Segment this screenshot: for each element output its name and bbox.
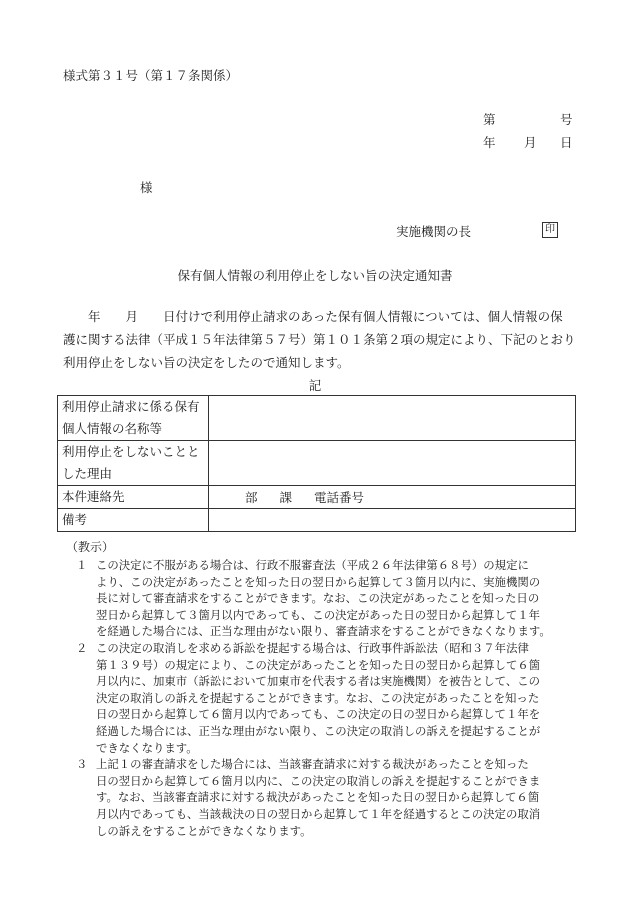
ki-heading: 記 xyxy=(308,378,322,393)
item-line: 月以内に、加東市（訴訟において加東市を代表する者は実施機関）を被告として、この xyxy=(96,674,541,689)
table-row xyxy=(58,509,576,532)
seal-icon: 印 xyxy=(542,222,558,238)
label-line: 本件連絡先 xyxy=(62,489,125,504)
item-line: この決定に不服がある場合は、行政不服審査法（平成２６年法律第６８号）の規定に xyxy=(96,558,529,572)
item-line: 長に対して審査請求をすることができます。なお、この決定があったことを知った日の xyxy=(96,591,540,606)
list-item xyxy=(76,640,586,756)
table-value xyxy=(209,486,576,509)
date-day: 日 xyxy=(560,135,573,150)
list-item xyxy=(76,557,586,640)
addressee: 様 xyxy=(140,180,153,195)
body-line: 利用停止をしない旨の決定をしたので通知します。 xyxy=(63,355,350,370)
instructions-heading: （教示） xyxy=(66,540,115,554)
form-number: 様式第３１号（第１７条関係） xyxy=(63,68,239,83)
date-month: 月 xyxy=(524,135,537,150)
item-line: この決定の取消しを求める訴訟を提起する場合は、行政事件訴訟法（昭和３７年法律 xyxy=(96,640,529,655)
info-table xyxy=(57,395,576,532)
label-line: 利用停止をしないことと xyxy=(62,444,200,459)
item-line: より、この決定があったことを知った日の翌日から起算して３箇月以内に、実施機関の xyxy=(96,574,541,589)
item-line: 第１３９号）の規定により、この決定があったことを知った日の翌日から起算して６箇 xyxy=(96,657,541,672)
table-label xyxy=(58,441,209,486)
item-line: しの訴えをすることができなくなります。 xyxy=(96,823,312,838)
contact-value: 部 課 電話番号 xyxy=(245,490,364,505)
table-label xyxy=(58,486,209,509)
document-number-prefix: 第 xyxy=(483,112,496,127)
item-line: 日の翌日から起算して６箇月以内であっても、この決定の日の翌日から起算して１年を xyxy=(96,707,541,722)
table-row xyxy=(58,441,576,486)
body-line: 年 月 日付けで利用停止請求のあった保有個人情報については、個人情報の保 xyxy=(63,309,563,324)
table-value xyxy=(209,509,576,532)
instructions-list xyxy=(76,557,586,839)
item-line: 月以内であっても、当該裁決の日の翌日から起算して１年を経過するとこの決定の取消 xyxy=(96,806,541,821)
item-line: す。なお、当該審査請求に対する裁決があったことを知った日の翌日から起算して６箇 xyxy=(96,790,540,805)
issuer-name: 実施機関の長 xyxy=(396,224,472,239)
body-line: 護に関する法律（平成１５年法律第５７号）第１０１条第２項の規定により、下記のとおり xyxy=(63,332,576,347)
item-number: ３ xyxy=(76,757,88,772)
label-line: した理由 xyxy=(62,466,113,481)
item-number: ２ xyxy=(76,640,88,655)
table-value xyxy=(209,396,576,441)
table-label xyxy=(58,509,209,532)
table-value xyxy=(209,441,576,486)
table-label xyxy=(58,396,209,441)
label-line: 個人情報の名称等 xyxy=(62,421,163,436)
item-line: を経過した場合には、正当な理由がない限り、審査請求をすることができなくなります。 xyxy=(96,624,551,639)
body-paragraph xyxy=(63,305,581,374)
item-line: 上記１の審査請求をした場合には、当該審査請求に対する裁決があったことを知った xyxy=(96,757,529,772)
item-line: 決定の取消しの訴えを提起することができます。なお、この決定があったことを知った xyxy=(96,690,540,705)
list-item xyxy=(76,756,586,839)
label-line: 利用停止請求に係る保有 xyxy=(62,399,200,414)
table-row xyxy=(58,486,576,509)
item-number: １ xyxy=(76,558,88,572)
document-title: 保有個人情報の利用停止をしない旨の決定通知書 xyxy=(177,268,453,283)
item-line: 経過した場合には、正当な理由がない限り、この決定の取消しの訴えを提起することが xyxy=(96,723,541,738)
table-row xyxy=(58,396,576,441)
document-number-suffix: 号 xyxy=(560,112,573,127)
date-year: 年 xyxy=(483,135,496,150)
item-line: 翌日から起算して３箇月以内であっても、この決定があった日の翌日から起算して１年 xyxy=(96,607,541,622)
item-line: できなくなります。 xyxy=(96,740,198,755)
item-line: 日の翌日から起算して６箇月以内に、この決定の取消しの訴えを提起することができま xyxy=(96,773,541,788)
label-line: 備考 xyxy=(62,512,88,527)
